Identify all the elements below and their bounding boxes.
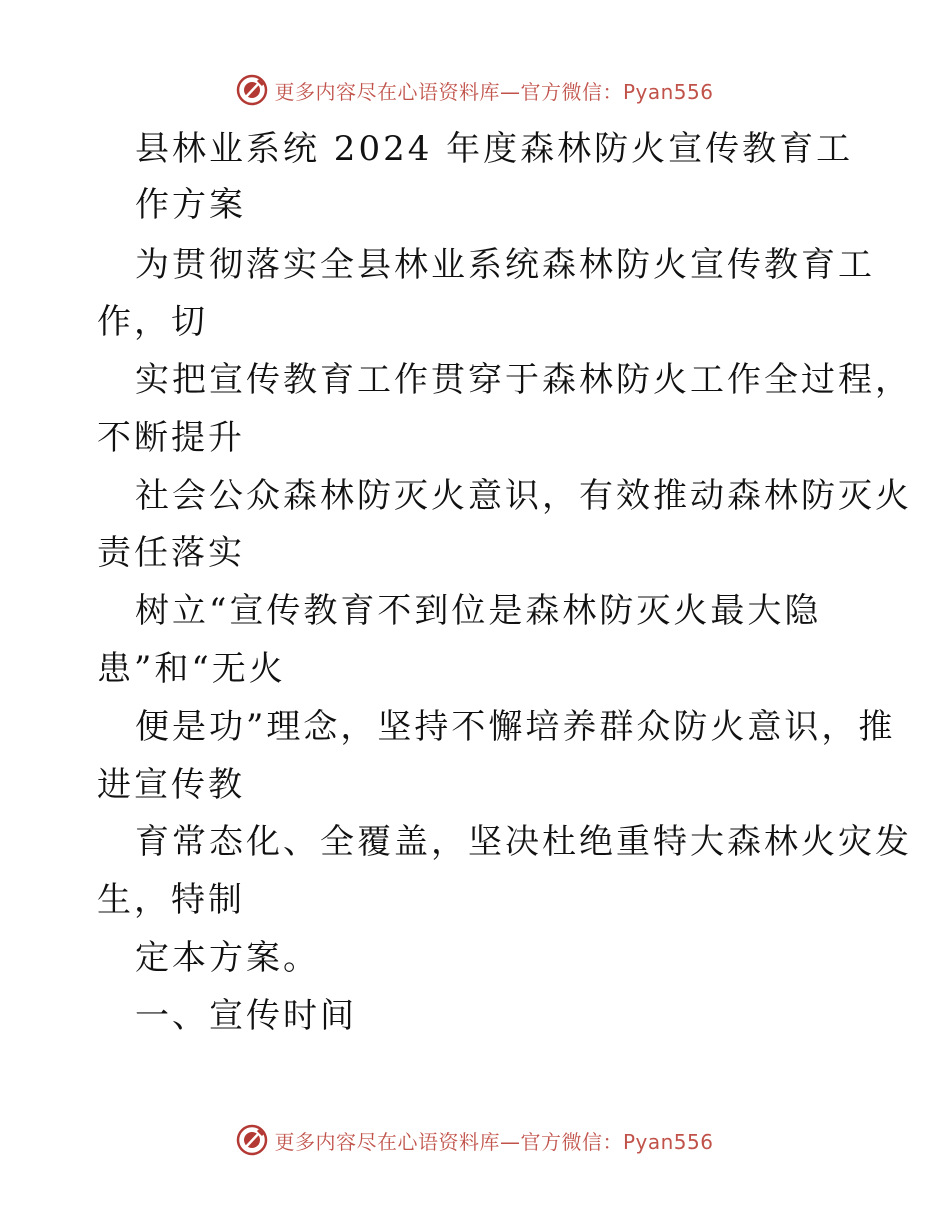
watermark-text: 更多内容尽在心语资料库—官方微信：Pyan556 <box>274 79 714 104</box>
paragraph-line: 树立“宣传教育不到位是森林防灭火最大隐 <box>135 591 822 631</box>
seal-logo-icon <box>236 74 268 106</box>
footer-watermark <box>0 1120 950 1160</box>
paragraph-line: 便是功”理念，坚持不懈培养群众防火意识，推 <box>135 707 896 747</box>
paragraph-line: 不断提升 <box>97 418 245 458</box>
watermark-text: 更多内容尽在心语资料库—官方微信：Pyan556 <box>274 1129 714 1154</box>
paragraph-line: 生，特制 <box>97 880 245 920</box>
title-line-1: 县林业系统 2024 年度森林防火宣传教育工 <box>135 129 854 169</box>
paragraph-line: 责任落实 <box>97 533 245 573</box>
paragraph-line: 社会公众森林防灭火意识，有效推动森林防灭火 <box>135 476 912 516</box>
header-watermark <box>0 70 950 110</box>
seal-logo-icon <box>236 1124 268 1156</box>
paragraph-line: 患”和“无火 <box>97 649 286 689</box>
paragraph-line: 育常态化、全覆盖，坚决杜绝重特大森林火灾发 <box>135 822 912 862</box>
paragraph-line: 为贯彻落实全县林业系统森林防火宣传教育工 <box>135 245 875 285</box>
paragraph-line: 定本方案。 <box>135 938 320 978</box>
paragraph-line: 作，切 <box>97 302 208 342</box>
section-heading: 一、宣传时间 <box>135 996 357 1036</box>
title-line-2: 作方案 <box>135 185 246 225</box>
paragraph-line: 实把宣传教育工作贯穿于森林防火工作全过程， <box>135 360 912 400</box>
paragraph-line: 进宣传教 <box>97 765 245 805</box>
